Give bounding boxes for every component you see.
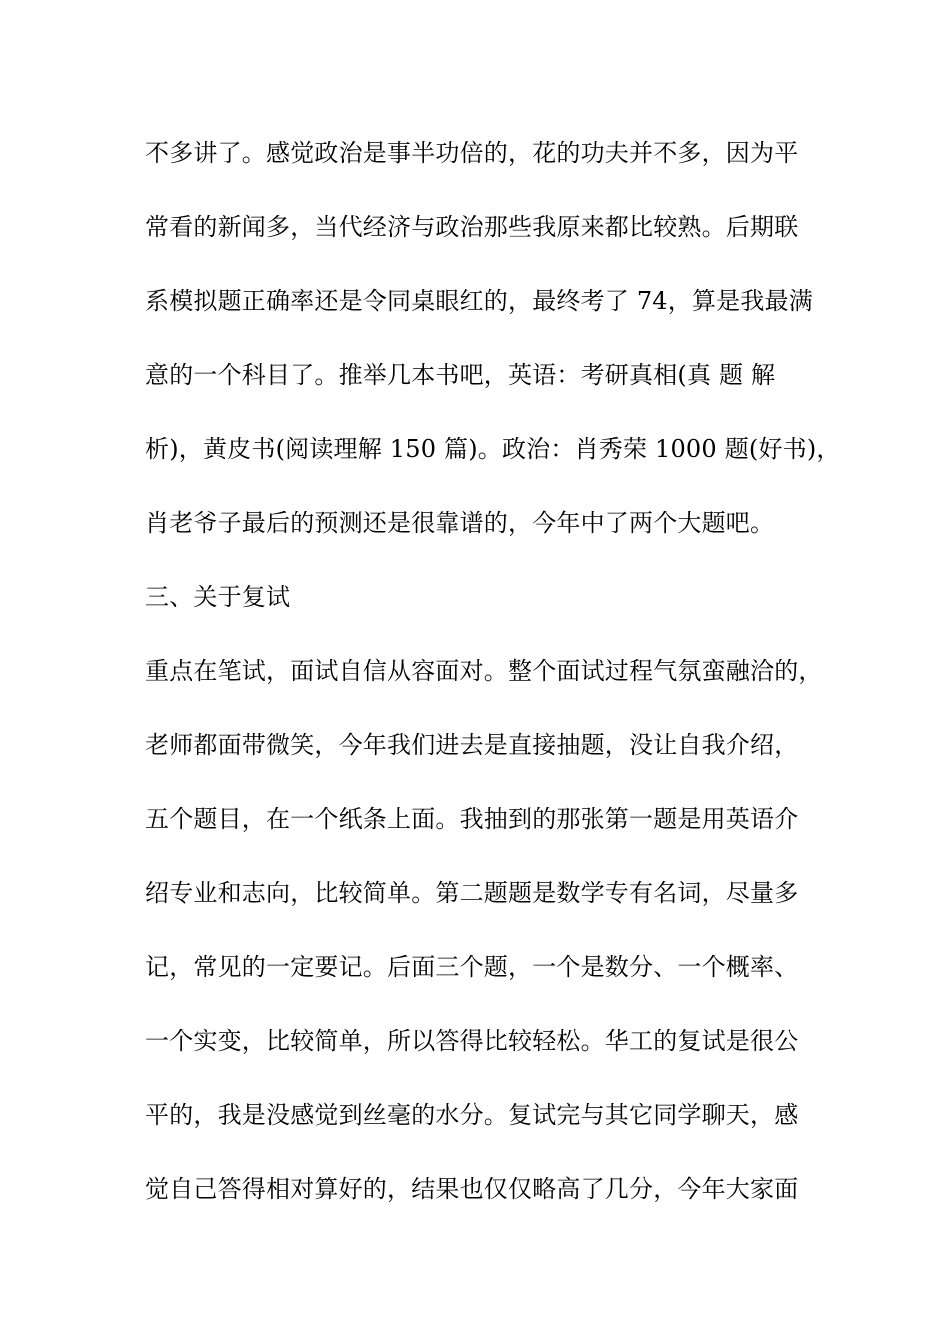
text-line: 不多讲了。感觉政治是事半功倍的，花的功夫并不多，因为平 (145, 139, 799, 167)
text-line: 意的一个科目了。推举几本书吧，英语：考研真相(真 题 解 (145, 361, 776, 389)
text-line: 记，常见的一定要记。后面三个题，一个是数分、一个概率、 (145, 953, 799, 981)
text-line: 老师都面带微笑，今年我们进去是直接抽题，没让自我介绍， (145, 731, 799, 759)
text-line: 肖老爷子最后的预测还是很靠谱的，今年中了两个大题吧。 (145, 509, 775, 537)
text-line: 常看的新闻多，当代经济与政治那些我原来都比较熟。后期联 (145, 213, 799, 241)
document-body (145, 131, 841, 1241)
text-line: 系模拟题正确率还是令同桌眼红的，最终考了 74，算是我最满 (145, 287, 813, 315)
text-line: 一个实变，比较简单，所以答得比较轻松。华工的复试是很公 (145, 1027, 799, 1055)
text-line: 五个题目，在一个纸条上面。我抽到的那张第一题是用英语介 (145, 805, 799, 833)
text-line: 觉自己答得相对算好的，结果也仅仅略高了几分，今年大家面 (145, 1175, 799, 1203)
text-line: 析)，黄皮书(阅读理解 150 篇)。政治：肖秀荣 1000 题(好书)， (145, 435, 841, 463)
section-heading: 三、关于复试 (145, 583, 291, 611)
text-line: 重点在笔试，面试自信从容面对。整个面试过程气氛蛮融洽的， (145, 657, 823, 685)
text-line: 绍专业和志向，比较简单。第二题题是数学专有名词，尽量多 (145, 879, 799, 907)
text-line: 平的，我是没感觉到丝毫的水分。复试完与其它同学聊天，感 (145, 1101, 799, 1129)
